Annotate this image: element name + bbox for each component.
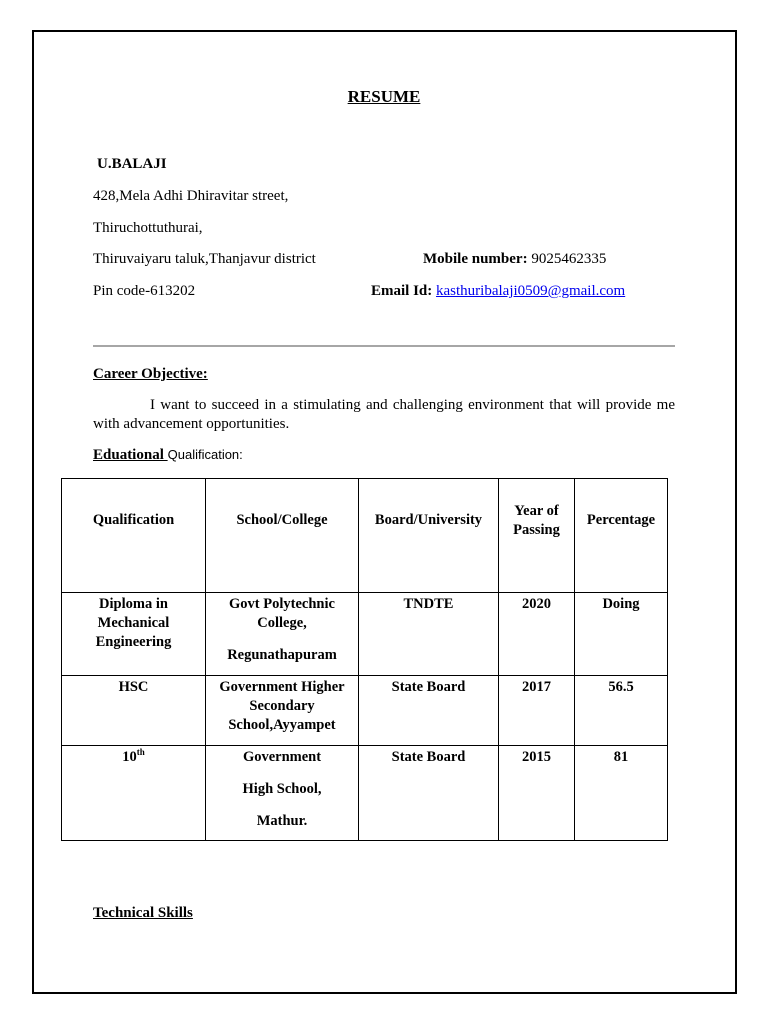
technical-skills-heading: Technical Skills bbox=[93, 905, 193, 921]
education-heading bbox=[93, 447, 243, 464]
email-link[interactable]: kasthuribalaji0509@gmail.com bbox=[436, 283, 626, 299]
row-percentage: 81 bbox=[575, 746, 668, 841]
row-school: Government Higher Secondary School,Ayyampet bbox=[206, 676, 359, 746]
table-row bbox=[62, 676, 668, 746]
row-qualification: HSC bbox=[62, 676, 206, 746]
header-percentage: Percentage bbox=[575, 479, 668, 593]
row-percentage: 56.5 bbox=[575, 676, 668, 746]
email bbox=[371, 283, 625, 300]
address-line-4: Pin code-613202 bbox=[93, 283, 196, 299]
row-board: TNDTE bbox=[359, 593, 499, 676]
mobile-value: 9025462335 bbox=[527, 251, 607, 267]
candidate-name: U.BALAJI bbox=[97, 156, 167, 172]
row-board: State Board bbox=[359, 746, 499, 841]
career-objective-heading: Career Objective: bbox=[93, 366, 208, 382]
row-year: 2015 bbox=[499, 746, 575, 841]
address-line-2: Thiruchottuthurai, bbox=[93, 220, 203, 236]
education-heading-suffix: Qualification: bbox=[167, 447, 243, 462]
header-qualification: Qualification bbox=[62, 479, 206, 593]
career-objective-text: I want to succeed in a stimulating and challenging environment that will provide me with advancement opportunities. bbox=[93, 397, 675, 432]
row-board: State Board bbox=[359, 676, 499, 746]
row-school: Government High School, Mathur. bbox=[206, 746, 359, 841]
header-board: Board/University bbox=[359, 479, 499, 593]
education-heading-main: Eduational bbox=[93, 447, 168, 463]
table-row bbox=[62, 746, 668, 841]
row-year: 2017 bbox=[499, 676, 575, 746]
education-table bbox=[61, 478, 668, 841]
mobile-label: Mobile number: bbox=[423, 251, 528, 267]
row-year: 2020 bbox=[499, 593, 575, 676]
header-year: Year of Passing bbox=[499, 479, 575, 593]
row-qualification: Diploma in Mechanical Engineering bbox=[62, 593, 206, 676]
address-line-3: Thiruvaiyaru taluk,Thanjavur district bbox=[93, 251, 316, 267]
page-title: RESUME bbox=[347, 87, 421, 106]
row-percentage: Doing bbox=[575, 593, 668, 676]
header-school: School/College bbox=[206, 479, 359, 593]
email-label: Email Id: bbox=[371, 283, 433, 299]
table-row bbox=[62, 593, 668, 676]
row-school: Govt Polytechnic College, Regunathapuram bbox=[206, 593, 359, 676]
address-line-1: 428,Mela Adhi Dhiravitar street, bbox=[93, 188, 289, 204]
mobile-number bbox=[423, 251, 606, 268]
divider bbox=[93, 345, 675, 347]
table-header-row bbox=[62, 479, 668, 593]
row-qualification: 10th bbox=[62, 746, 206, 841]
